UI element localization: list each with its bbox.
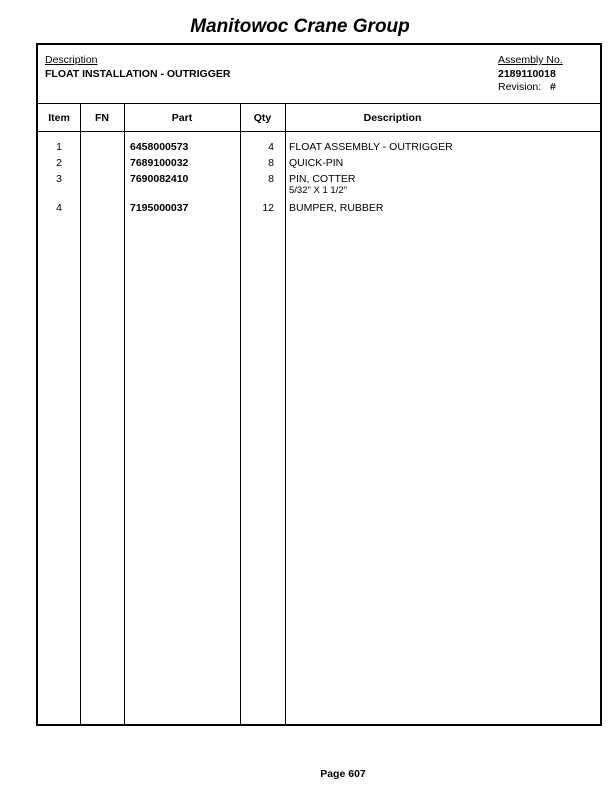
revision-value: #: [549, 81, 556, 93]
quantity: 8: [268, 173, 274, 185]
part-description: [289, 173, 356, 196]
part-description-main: PIN, COTTER: [289, 173, 356, 185]
part-number: 6458000573: [130, 141, 189, 153]
part-description: FLOAT ASSEMBLY - OUTRIGGER: [289, 141, 453, 153]
page-number: Page 607: [320, 768, 366, 780]
quantity: 4: [268, 141, 274, 153]
assembly-description: FLOAT INSTALLATION - OUTRIGGER: [45, 67, 231, 80]
column-header-item: Item: [48, 112, 70, 124]
column-divider: [80, 104, 81, 724]
table-column-header: [38, 104, 600, 132]
description-label: Description: [45, 54, 98, 66]
item-number: 1: [56, 141, 62, 153]
column-header-part: Part: [171, 112, 193, 124]
item-number: 4: [56, 202, 62, 214]
item-number: 3: [56, 173, 62, 185]
assembly-description-block: [45, 54, 230, 81]
part-description: QUICK-PIN: [289, 157, 344, 169]
part-number: 7689100032: [130, 157, 189, 169]
revision-line: [498, 81, 563, 95]
column-header-qty: Qty: [253, 112, 272, 124]
part-number: 7690082410: [130, 173, 189, 185]
part-description-detail: 5/32" X 1 1/2": [289, 185, 347, 196]
part-number: 7195000037: [130, 202, 189, 214]
document-title: Manitowoc Crane Group: [190, 16, 410, 37]
item-number: 2: [56, 157, 62, 169]
column-divider: [124, 104, 125, 724]
column-header-description: Description: [363, 112, 422, 124]
assembly-header: [38, 45, 600, 104]
revision-label: Revision:: [498, 81, 542, 93]
assembly-number: 2189110018: [498, 67, 556, 80]
column-divider: [240, 104, 241, 724]
column-divider: [285, 104, 286, 724]
quantity: 8: [268, 157, 274, 169]
part-description: BUMPER, RUBBER: [289, 202, 384, 214]
quantity: 12: [262, 202, 274, 214]
assembly-number-block: [498, 54, 563, 95]
parts-list-frame: [36, 43, 602, 726]
assembly-number-label: Assembly No.: [498, 54, 563, 66]
column-header-fn: FN: [95, 112, 109, 124]
